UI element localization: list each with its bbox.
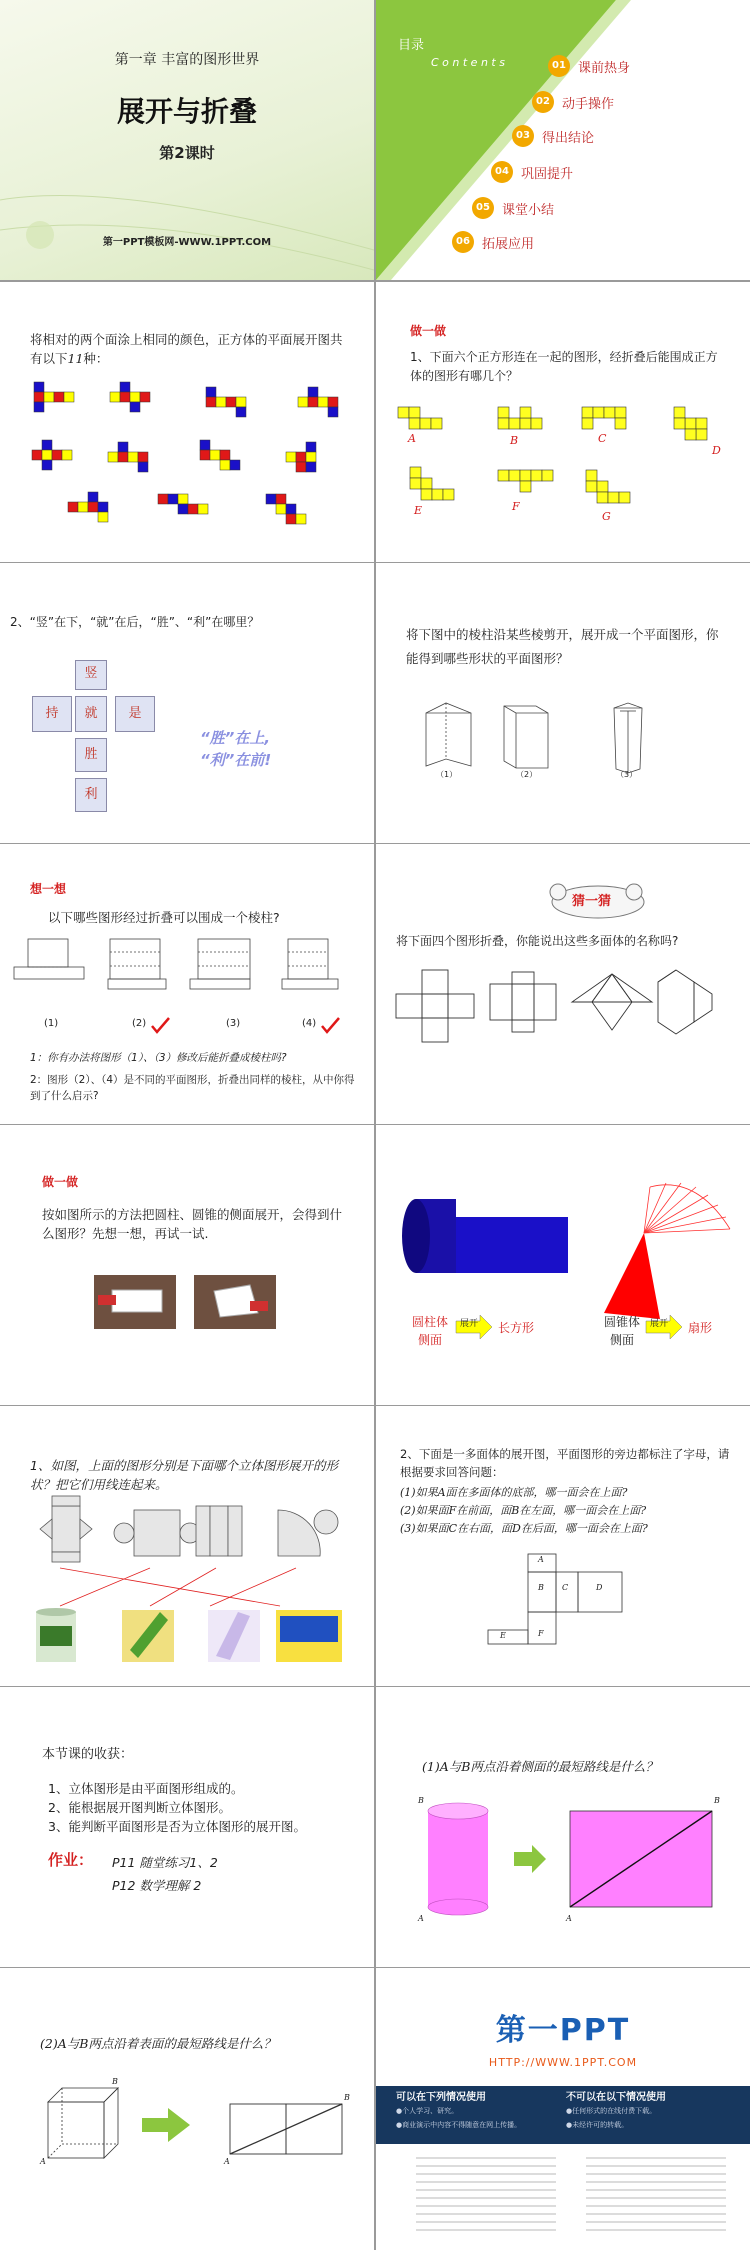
instruction-text: 按如图所示的方法把圆柱、圆锥的侧面展开，会得到什么图形？先想一想，再试一试. [42, 1207, 343, 1242]
usage-title: 不可以在以下情况使用 [566, 2092, 666, 2103]
cube-path-figure [0, 1968, 374, 2248]
toc-item[interactable] [512, 126, 594, 146]
shape-label: 侧面 [610, 1333, 635, 1347]
net-cell: 利 [75, 778, 107, 812]
section-heading: 做一做 [42, 1175, 79, 1189]
net-label: B [538, 1583, 544, 1592]
net-label: C [562, 1583, 569, 1592]
sub-question: 2：图形（2）、（4）是不同的平面图形，折叠出同样的棱柱，从中你得到了什么启示? [30, 1074, 355, 1103]
shape-label: 侧面 [418, 1333, 443, 1347]
summary-item: 2、能根据展开图判断立体图形。 [48, 1800, 231, 1815]
net-cell: 胜 [75, 738, 107, 772]
net-cell: 竖 [75, 660, 107, 690]
point-label: B [112, 2077, 118, 2086]
point-label: A [566, 1914, 572, 1923]
brand-url[interactable]: HTTP://WWW.1PPT.COM [488, 2056, 638, 2069]
homework-label: 作业： [48, 1851, 94, 1869]
shape-label: 圆柱体 [412, 1315, 449, 1329]
toc-label: 课堂小结 [502, 202, 555, 218]
toc-label: 拓展应用 [482, 236, 535, 252]
link-list-lines [376, 1968, 750, 2248]
cube-nets-figure [0, 282, 374, 562]
section-heading: 想一想 [30, 882, 67, 896]
slide-16-brand[interactable] [376, 1968, 750, 2248]
slide-11-matching[interactable] [0, 1406, 374, 1686]
point-label: B [344, 2093, 350, 2102]
question-intro: 2、下面是一多面体的展开图，平面图形的旁边都标注了字母，请根据要求回答问题： [400, 1447, 730, 1479]
cylinder-path-figure [376, 1687, 750, 1967]
homework-item: P11 随堂练习1、2 [112, 1855, 218, 1870]
answer-note: “利”在前! [200, 751, 272, 769]
lesson-label: 第2课时 [159, 144, 215, 162]
question-text: 1、下面六个正方形连在一起的图形，经折叠后能围成正方体的图形有哪几个？ [410, 350, 718, 383]
figure-label: E [414, 504, 423, 517]
point-label: A [224, 2157, 230, 2166]
point-label: B [714, 1796, 720, 1805]
toc-item[interactable] [452, 232, 534, 252]
site-label: 第一PPT模板网-WWW.1PPT.COM [102, 237, 272, 248]
slide-15-cube-path[interactable] [0, 1968, 374, 2248]
question-text: (2)A与B两点沿着表面的最短路线是什么？ [40, 2036, 276, 2051]
slide-7-think[interactable] [0, 844, 374, 1124]
net-label: A [538, 1555, 544, 1564]
toc-label: 巩固提升 [521, 166, 574, 182]
net-cell: 就 [75, 696, 107, 732]
net-cell: 持 [32, 696, 72, 732]
answer-note: “胜”在上, [200, 729, 271, 747]
slide-5-cube-characters[interactable] [0, 563, 374, 843]
summary-item: 3、能判断平面图形是否为立体图形的展开图。 [48, 1819, 306, 1834]
sub-question: (3)如果面C在右面，面D在后面，哪一面会在上面? [400, 1522, 648, 1535]
cloud-label: 猜一猜 [572, 894, 612, 909]
toc-item[interactable] [491, 162, 573, 182]
toc-label: 动手操作 [562, 96, 615, 112]
chapter-title: 第一章 丰富的图形世界 [114, 52, 260, 68]
toc-item[interactable] [532, 92, 614, 112]
arrow-label: 展开 [650, 1319, 669, 1329]
toc-number-badge: 05 [472, 197, 494, 219]
toc-label: 课前热身 [578, 60, 631, 76]
toc-label: 得出结论 [542, 130, 595, 146]
toc-number-badge: 03 [512, 125, 534, 147]
contents-heading: 目录 [398, 38, 425, 53]
sub-question: (2)如果面F在前面，面B在左面，哪一面会在上面? [400, 1504, 647, 1517]
section-heading: 做一做 [410, 324, 447, 338]
net-label: D [596, 1583, 603, 1592]
slide-2-contents[interactable] [376, 0, 750, 280]
question-text: 1、如图，上面的图形分别是下面哪个立体图形展开的形状？把它们用线连起来。 [30, 1458, 338, 1493]
toc-number-badge: 02 [532, 91, 554, 113]
homework-item: P12 数学理解 2 [112, 1878, 202, 1893]
usage-rule: ●商业演示中内容不得随意在网上传播。 [396, 2121, 522, 2129]
figure-label: A [408, 432, 416, 445]
figure-label: (1) [44, 1018, 59, 1029]
cutting-photos [0, 1125, 374, 1405]
yellow-nets-figure [376, 282, 750, 562]
brand-logo: 第一PPT [495, 2013, 631, 2048]
question-text: (1)A与B两点沿着侧面的最短路线是什么？ [422, 1759, 658, 1774]
summary-title: 本节课的收获： [42, 1747, 134, 1762]
cube-net-text: 将相对的两个面涂上相同的颜色，正方体的平面展开图共有以下11种： [30, 332, 343, 367]
polyhedron-net-figure [376, 1406, 750, 1686]
slide-13-summary[interactable] [0, 1687, 374, 1967]
usage-rule: ●任何形式的在线付费下载。 [566, 2107, 657, 2115]
point-label: A [418, 1914, 424, 1923]
prisms-figure [376, 563, 750, 843]
toc-item[interactable] [548, 56, 630, 76]
figure-label: B [510, 434, 519, 447]
slide-9-do-it[interactable] [0, 1125, 374, 1405]
figure-label: F [512, 500, 520, 513]
figure-label: （3） [616, 770, 638, 779]
toc-number-badge: 04 [491, 161, 513, 183]
sub-question: 1：你有办法将图形（1）、（3）修改后能折叠成棱柱吗? [30, 1052, 287, 1064]
slide-8-guess[interactable] [376, 844, 750, 1124]
figure-label: (4) [302, 1018, 317, 1029]
question-text: 将下图中的棱柱沿某些棱剪开，展开成一个平面图形，你能得到哪些形状的平面图形？ [406, 627, 719, 666]
slide-12-polyhedron-net[interactable] [376, 1406, 750, 1686]
question-text: 将下面四个图形折叠，你能说出这些多面体的名称吗? [396, 934, 679, 948]
figure-label: （2） [516, 770, 538, 779]
figure-label: （1） [436, 770, 458, 779]
toc-number-badge: 06 [452, 231, 474, 253]
question-text: 2、“竖”在下，“就”在后，“胜”、“利”在哪里？ [10, 615, 260, 629]
point-label: B [418, 1796, 424, 1805]
figure-label: G [602, 510, 611, 523]
unfold-figure [376, 1125, 750, 1405]
toc-number-badge: 01 [548, 55, 570, 77]
net-label: E [500, 1631, 506, 1640]
shape-label: 圆锥体 [604, 1315, 641, 1329]
slide-3-cube-nets[interactable] [0, 282, 374, 562]
matching-figure [0, 1406, 374, 1686]
net-label: F [538, 1629, 544, 1638]
slide-1-title[interactable] [0, 0, 374, 280]
result-label: 长方形 [498, 1321, 535, 1335]
figure-label: C [598, 432, 607, 445]
slide-4-fold-exercise[interactable] [376, 282, 750, 562]
contents-word: C o n t e n t s [431, 56, 505, 69]
figure-label: (3) [226, 1018, 241, 1029]
toc-item[interactable] [472, 198, 554, 218]
arrow-label: 展开 [460, 1319, 479, 1329]
slide-6-prisms[interactable] [376, 563, 750, 843]
page-title: 展开与折叠 [116, 95, 257, 128]
polyhedra-nets-figure [376, 844, 750, 1124]
slide-14-cylinder-path[interactable] [376, 1687, 750, 1967]
usage-title: 可以在下列情况使用 [396, 2092, 486, 2103]
summary-item: 1、立体图形是由平面图形组成的。 [48, 1781, 244, 1796]
point-label: A [40, 2157, 46, 2166]
result-label: 扇形 [688, 1321, 713, 1335]
question-text: 以下哪些图形经过折叠可以围成一个棱柱? [48, 910, 280, 925]
figure-label: D [712, 444, 721, 457]
sub-question: (1)如果A面在多面体的底部，哪一面会在上面? [400, 1486, 628, 1499]
figure-label: (2) [132, 1018, 147, 1029]
slide-10-unfold-results[interactable] [376, 1125, 750, 1405]
net-cell: 是 [115, 696, 155, 732]
usage-rule: ●未经许可的转载。 [566, 2121, 629, 2129]
usage-rule: ●个人学习、研究。 [396, 2107, 459, 2115]
